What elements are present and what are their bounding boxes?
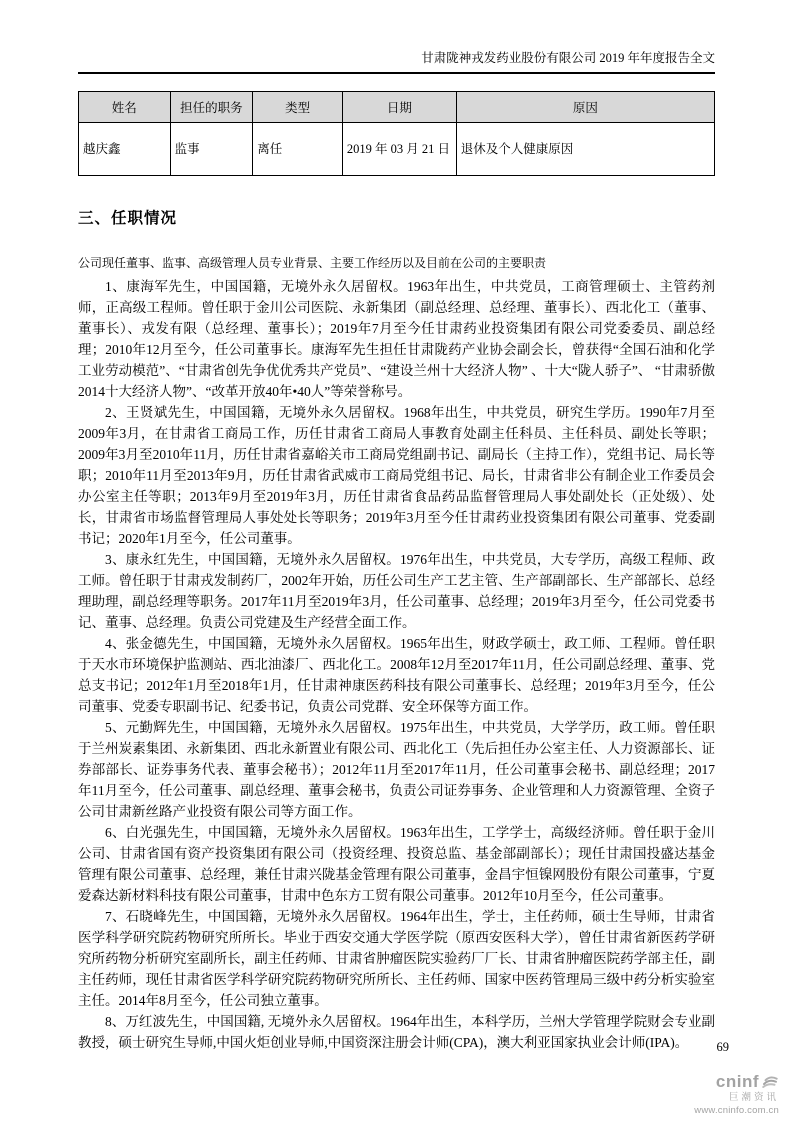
departed-supervisor-table: [78, 91, 715, 176]
col-header-position: 担任的职务: [170, 92, 253, 123]
bio-paragraph-2: 2、王贤斌先生，中国国籍，无境外永久居留权。1968年出生，中共党员，研究生学历。1990年7月至2009年3月，在甘肃省工商局工作，历任甘肃省工商局人事教育处副主任科员、主任科员、副处长等职；2009年3月至2010年11月，历任甘肃省嘉峪关市工商局党组副书记、副局长（主持工作），党组书记、局长等职；2010年11月至2013年9月，历任甘肃省武威市工商局党组书记、局长，甘肃省非公有制企业工作委员会办公室主任等职；2013年9月至2019年3月，历任甘肃省食品药品监督管理局人事处副处长（正处级）、处长，甘肃省市场监督管理局人事处处长等职务；2019年3月至今任甘肃药业投资集团有限公司董事、党委副书记；2020年1月至今，任公司董事。: [78, 405, 715, 546]
bio-paragraph-6: 6、白光强先生，中国国籍，无境外永久居留权。1963年出生，工学学士，高级经济师。曾任职于金川公司、甘肃省国有资产投资集团有限公司（投资经理、投资总监、基金部副部长）；现任甘肃国投盛达基金管理有限公司董事、总经理，兼任甘肃兴陇基金管理有限公司董事，金昌宇恒镍网股份有限公司董事，宁夏爱森达新材料科技有限公司董事，甘肃中色东方工贸有限公司董事。2012年10月至今，任公司董事。: [78, 825, 715, 903]
cell-date: 2019 年 03 月 21 日: [342, 123, 456, 176]
cell-position: 监事: [170, 123, 253, 176]
col-header-name: 姓名: [79, 92, 171, 123]
section-intro: 公司现任董事、监事、高级管理人员专业背景、主要工作经历以及目前在公司的主要职责: [78, 256, 547, 270]
bio-paragraph-8: 8、万红波先生，中国国籍, 无境外永久居留权。1964年出生，本科学历，兰州大学管理学院财会专业副教授，硕士研究生导师,中国火炬创业导师,中国资深注册会计师(CPA)，澳大利亚国家执业会计师(IPA)。: [78, 1014, 715, 1050]
col-header-reason: 原因: [456, 92, 714, 123]
report-title: 甘肃陇神戎发药业股份有限公司 2019 年年度报告全文: [421, 51, 715, 65]
cell-name: 越庆鑫: [79, 123, 171, 176]
cell-type: 离任: [253, 123, 343, 176]
cninfo-brand-row: [694, 1072, 779, 1090]
bio-paragraph-5: 5、元勤辉先生，中国国籍，无境外永久居留权。1975年出生，中共党员，大学学历，政工师。曾任职于兰州炭素集团、永新集团、西北永新置业有限公司、西北化工（先后担任办公室主任、人力资源部长、证券部部长、证券事务代表、董事会秘书）；2012年11月至2017年11月，任公司董事会秘书、副总经理；2017年11月至今，任公司董事、副总经理、董事会秘书，负责公司证券事务、企业管理和人力资源管理、全资子公司甘肃新丝路产业投资有限公司等方面工作。: [78, 720, 715, 819]
bio-paragraph-1: 1、康海军先生，中国国籍，无境外永久居留权。1963年出生，中共党员，工商管理硕士、主管药剂师，正高级工程师。曾任职于金川公司医院、永新集团（副总经理、总经理、董事长）、西北化工（董事、董事长）、戎发有限（总经理、董事长）；2019年7月至今任甘肃药业投资集团有限公司党委委员、副总经理；2010年12月至今，任公司董事长。康海军先生担任甘肃陇药产业协会副会长，曾获得“全国石油和化学工业劳动模范”、“甘肃省创先争优优秀共产党员”、“建设兰州十大经济人物” 、十大“陇人骄子”、 “甘肃骄傲2014十大经济人物”、“改革开放40年•40人”等荣誉称号。: [78, 279, 715, 399]
bio-paragraph-7: 7、石晓峰先生，中国国籍，无境外永久居留权。1964年出生，学士，主任药师，硕士生导师，甘肃省医学科学研究院药物研究所所长。毕业于西安交通大学医学院（原西安医科大学），曾任甘肃省新医药学研究所药物分析研究室副所长，副主任药师、甘肃省肿瘤医院实验药厂厂长、甘肃省肿瘤医院药学部主任，副主任药师，现任甘肃省医学科学研究院药物研究所所长、主任药师、国家中医药管理局三级中药分析实验室主任。2014年8月至今，任公司独立董事。: [78, 909, 715, 1008]
cell-reason: 退休及个人健康原因: [456, 123, 714, 176]
bio-paragraph-4: 4、张金德先生，中国国籍，无境外永久居留权。1965年出生，财政学硕士，政工师、工程师。曾任职于天水市环境保护监测站、西北油漆厂、西北化工。2008年12月至2017年11月，任公司副总经理、董事、党总支书记；2012年1月至2018年1月，任甘肃神康医药科技有限公司董事长、总经理；2019年3月至今，任公司董事、党委专职副书记、纪委书记，负责公司党群、安全环保等方面工作。: [78, 636, 715, 714]
cninfo-brand-text: cninf: [715, 1071, 759, 1091]
cninfo-url: www.cninfo.com.cn: [694, 1104, 779, 1116]
bio-paragraph-3: 3、康永红先生，中国国籍，无境外永久居留权。1976年出生，中共党员，大专学历，高级工程师、政工师。曾任职于甘肃戎发制药厂，2002年开始，历任公司生产工艺主管、生产部副部长、生产部部长、总经理助理，副总经理等职务。2017年11月至2019年3月，任公司董事、总经理；2019年3月至今，任公司党委书记、董事、总经理。负责公司党建及生产经营全面工作。: [78, 552, 715, 630]
page-number: 69: [716, 1040, 729, 1054]
cninfo-cn-name: 巨潮资讯: [728, 1092, 779, 1103]
cninfo-logo: [694, 1072, 779, 1115]
col-header-date: 日期: [342, 92, 456, 123]
bio-paragraphs: [78, 276, 715, 1053]
col-header-type: 类型: [253, 92, 343, 123]
table-header-row: [79, 92, 715, 123]
running-header: [78, 0, 715, 74]
section-heading: 三、任职情况: [78, 210, 178, 227]
cninfo-swirl-icon: [761, 1072, 779, 1090]
table-row: [79, 123, 715, 176]
